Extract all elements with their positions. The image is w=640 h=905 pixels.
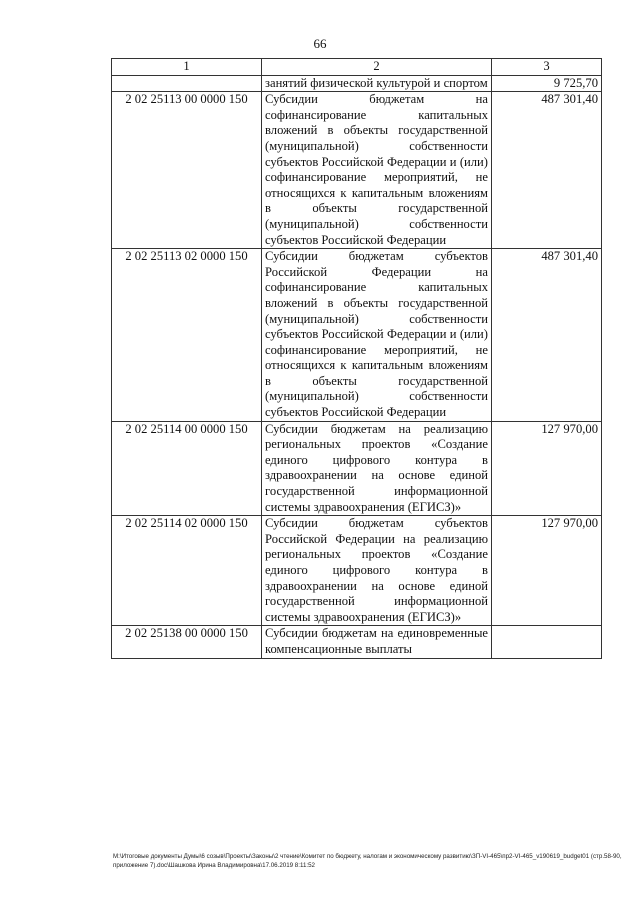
table-row <box>112 516 602 626</box>
revenue-code: 2 02 25113 00 0000 150 <box>112 92 262 249</box>
page-number: 66 <box>313 36 327 51</box>
revenue-description: занятий физической культурой и спортом <box>262 75 492 92</box>
revenue-code: 2 02 25114 00 0000 150 <box>112 421 262 516</box>
revenue-code: 2 02 25138 00 0000 150 <box>112 626 262 658</box>
revenue-code: 2 02 25114 02 0000 150 <box>112 516 262 626</box>
revenue-code: 2 02 25113 02 0000 150 <box>112 249 262 422</box>
revenue-amount: 127 970,00 <box>492 421 602 516</box>
column-header-1: 1 <box>112 59 262 76</box>
table-header-row <box>112 59 602 76</box>
revenue-amount: 127 970,00 <box>492 516 602 626</box>
table-row <box>112 249 602 422</box>
revenue-amount <box>492 626 602 658</box>
table-row <box>112 92 602 249</box>
revenue-description: Субсидии бюджетам на софинансирование капитальных вложений в объекты государственной (муниципальной) собственности субъектов Российской Федерации и (или) софинансирование мероприятий, не относящихся к капитальным вложениям в объекты государственной (муниципальной) собственности субъектов Российской Федерации <box>262 92 492 249</box>
column-header-2: 2 <box>262 59 492 76</box>
revenue-description: Субсидии бюджетам субъектов Российской Федерации на реализацию региональных проектов «Создание единого цифрового контура в здравоохранении на основе единой государственной информационной системы здравоохранения (ЕГИСЗ)» <box>262 516 492 626</box>
table-row <box>112 75 602 92</box>
document-file-path-footer: М:\Итоговые документы Думы\6 созыв\Проекты\Законы\2 чтение\Комитет по бюджету, налогам и экономическому развитию\ЗП-VI-465\пр2-VI-465_v190619_budget01 (стр.58-90, приложение 7).doc\Шашкова Ирина Владимировна\17.06.2019 8:11:52 <box>113 853 622 869</box>
table-row <box>112 421 602 516</box>
table-row <box>112 626 602 658</box>
revenue-amount: 9 725,70 <box>492 75 602 92</box>
revenue-amount: 487 301,40 <box>492 92 602 249</box>
budget-table <box>111 58 602 659</box>
revenue-code <box>112 75 262 92</box>
revenue-amount: 487 301,40 <box>492 249 602 422</box>
revenue-description: Субсидии бюджетам на реализацию региональных проектов «Создание единого цифрового контура в здравоохранении на основе единой государственной информационной системы здравоохранения (ЕГИСЗ)» <box>262 421 492 516</box>
column-header-3: 3 <box>492 59 602 76</box>
revenue-description: Субсидии бюджетам субъектов Российской Федерации на софинансирование капитальных вложений в объекты государственной (муниципальной) собственности субъектов Российской Федерации и (или) софинансирование мероприятий, не относящихся к капитальным вложениям в объекты государственной (муниципальной) собственности субъектов Российской Федерации <box>262 249 492 422</box>
revenue-description: Субсидии бюджетам на единовременные компенсационные выплаты <box>262 626 492 658</box>
